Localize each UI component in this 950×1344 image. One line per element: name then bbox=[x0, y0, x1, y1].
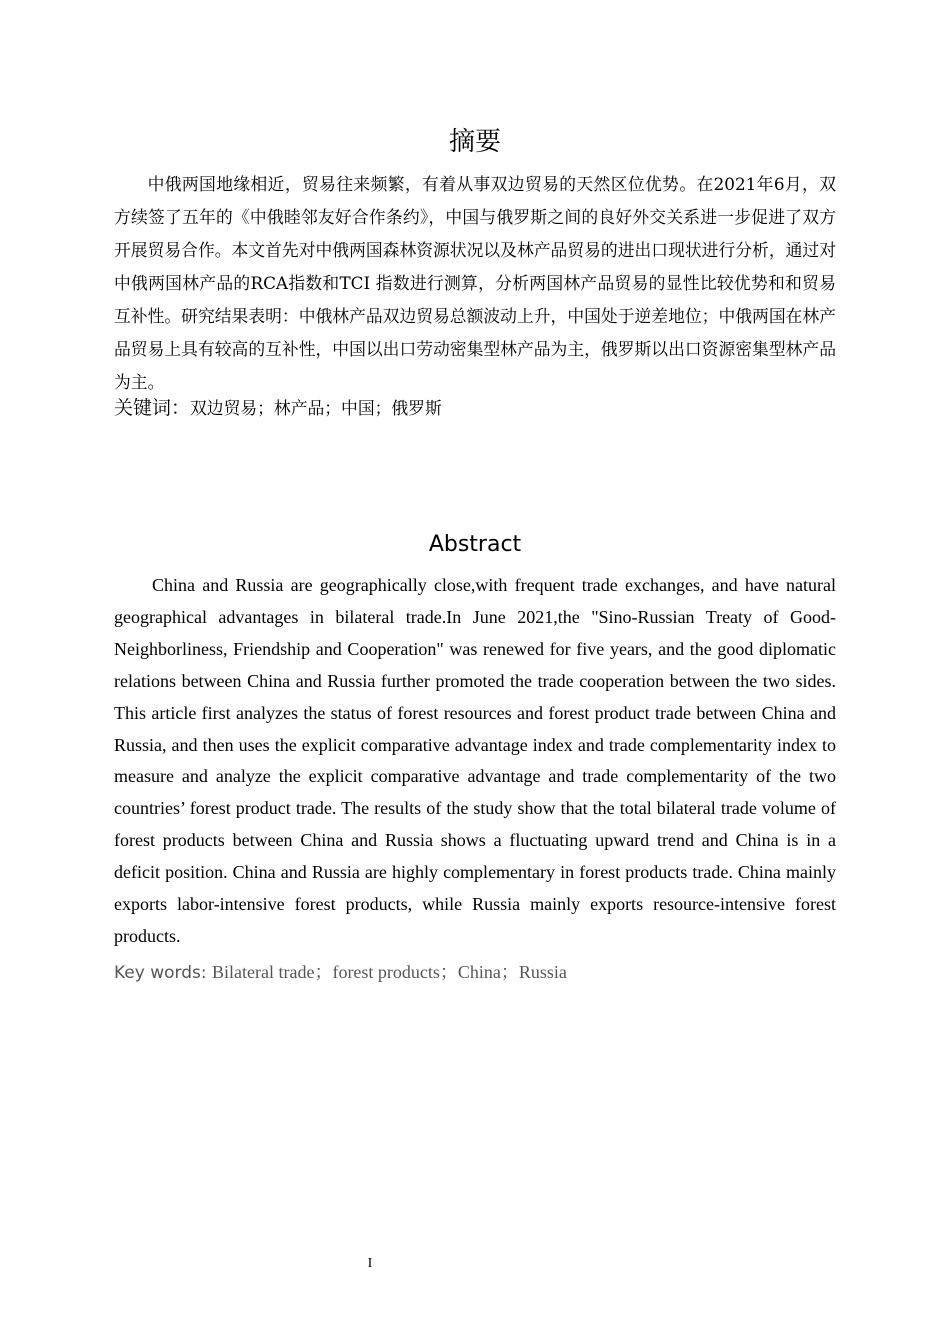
chinese-abstract-title: 摘要 bbox=[448, 127, 501, 157]
chinese-keywords bbox=[114, 392, 836, 426]
chinese-keywords-value: 双边贸易；林产品；中国；俄罗斯 bbox=[190, 398, 442, 418]
chinese-abstract-body: 中俄两国地缘相近，贸易往来频繁，有着从事双边贸易的天然区位优势。在2021年6月，双方续签了五年的《中俄睦邻友好合作条约》，中国与俄罗斯之间的良好外交关系进一步促进了双方开展贸易合作。本文首先对中俄两国森林资源状况以及林产品贸易的进出口现状进行分析，通过对中俄两国林产品的RCA指数和TCI 指数进行测算，分析两国林产品贸易的显性比较优势和和贸易互补性。研究结果表明：中俄林产品双边贸易总额波动上升，中国处于逆差地位；中俄两国在林产品贸易上具有较高的互补性，中国以出口劳动密集型林产品为主，俄罗斯以出口资源密集型林产品为主。 bbox=[114, 174, 836, 392]
chinese-keywords-label: 关键词： bbox=[114, 397, 191, 419]
english-keywords bbox=[114, 957, 836, 989]
english-abstract-title: Abstract bbox=[428, 532, 522, 557]
page-number: I bbox=[367, 1256, 373, 1271]
english-keywords-value: Bilateral trade；forest products；China；Russia bbox=[212, 962, 567, 982]
english-keywords-label: Key words: bbox=[114, 963, 212, 983]
english-abstract-body: China and Russia are geographically close,with frequent trade exchanges, and have natural geographical advantages in bilateral trade.In June 2021,the "Sino-Russian Treaty of Good-Neighborliness, Friendship and Cooperation" was renewed for five years, and the good diplomatic relations between China and Russia further promoted the trade cooperation between the two sides. This article first analyzes the status of forest resources and forest product trade between China and Russia, and then uses the explicit comparative advantage index and trade complementarity index to measure and analyze the explicit comparative advantage and trade complementarity of the two countries’ forest product trade. The results of the study show that the total bilateral trade volume of forest products between China and Russia shows a fluctuating upward trend and China is in a deficit position. China and Russia are highly complementary in forest products trade. China mainly exports labor-intensive forest products, while Russia mainly exports resource-intensive forest products. bbox=[114, 575, 836, 946]
